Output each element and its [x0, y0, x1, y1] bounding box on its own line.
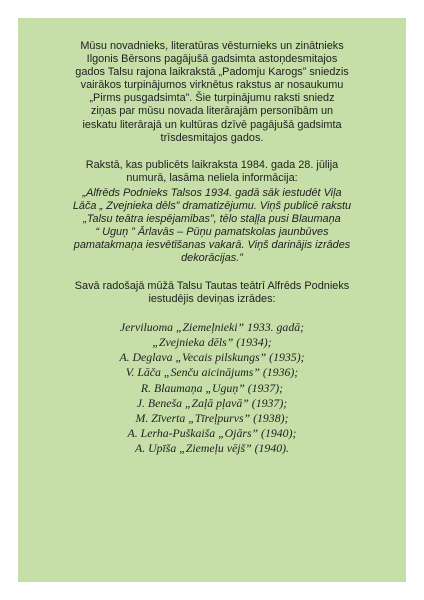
play-item: „Zvejnieka dēls” (1934);	[152, 334, 272, 349]
quote-line: Lāča „ Zvejnieka dēls” dramatizējumu. Viņš publicē rakstu	[72, 200, 352, 213]
plays-list	[44, 320, 380, 457]
play-item: R. Blaumaņa „Uguņ” (1937);	[140, 380, 284, 395]
play-item: A. Upīša „Ziemeļu vējš” (1940).	[134, 441, 289, 456]
play-item: A. Deglava „Vecais pilskungs” (1935);	[119, 350, 305, 365]
newspaper-quote	[44, 187, 380, 266]
article-panel	[18, 18, 406, 582]
plays-intro-paragraph	[44, 280, 380, 306]
intro-paragraph	[44, 40, 380, 145]
intro-line: ieskatu literārajā un kultūras dzīvē pagājušā gadsimta	[82, 118, 342, 131]
source-paragraph	[44, 159, 380, 185]
intro-line: gados Talsu rajona laikrakstā „Padomju Karogs” sniedzis	[75, 66, 349, 79]
intro-line: vairākos turpinājumos virknētus rakstus ar nosaukumu	[80, 79, 344, 92]
play-item: Jerviluoma „Ziemeļnieki” 1933. gadā;	[119, 319, 305, 334]
quote-line: „Alfrēds Podnieks Talsos 1934. gadā sāk iestudēt Viļa	[82, 186, 342, 199]
intro-line: „Pirms pusgadsimta”. Šie turpinājumu raksti sniedz	[89, 92, 335, 105]
quote-line: “ Uguņ ” Ārlavās – Pūņu pamatskolas jaunbūves	[95, 226, 329, 239]
quote-line: „Talsu teātra iespējamības”, tēlo staļļa pusi Blaumaņa	[83, 213, 341, 226]
play-item: J. Beneša „Zaļā pļavā” (1937);	[136, 395, 288, 410]
plays-intro-line: iestudējis deviņas izrādes:	[148, 292, 276, 305]
play-item: M. Zīverta „Tīreļpurvs” (1938);	[135, 410, 289, 425]
intro-line: Ilgonis Bērsons pagājušā gadsimta astoņdesmitajos	[86, 53, 338, 66]
source-line: Rakstā, kas publicēts laikraksta 1984. gada 28. jūlija	[85, 158, 339, 171]
plays-intro-line: Savā radošajā mūžā Talsu Tautas teātrī Alfrēds Podnieks	[74, 279, 350, 292]
source-line: numurā, lasāma neliela informācija:	[126, 171, 298, 184]
intro-line: trīsdesmitajos gados.	[160, 131, 264, 144]
play-item: V. Lāča „Senču aicinājums” (1936);	[125, 365, 299, 380]
intro-line: ziņas par mūsu novada literārajām personībām un	[90, 105, 334, 118]
quote-line: dekorācijas.”	[181, 252, 243, 265]
intro-line: Mūsu novadnieks, literatūras vēsturnieks un zinātnieks	[80, 40, 344, 52]
quote-line: pamatakmaņa iesvētīšanas vakarā. Viņš darinājis izrādes	[73, 239, 351, 252]
play-item: A. Lerha-Puškaiša „Ojārs” (1940);	[127, 426, 297, 441]
